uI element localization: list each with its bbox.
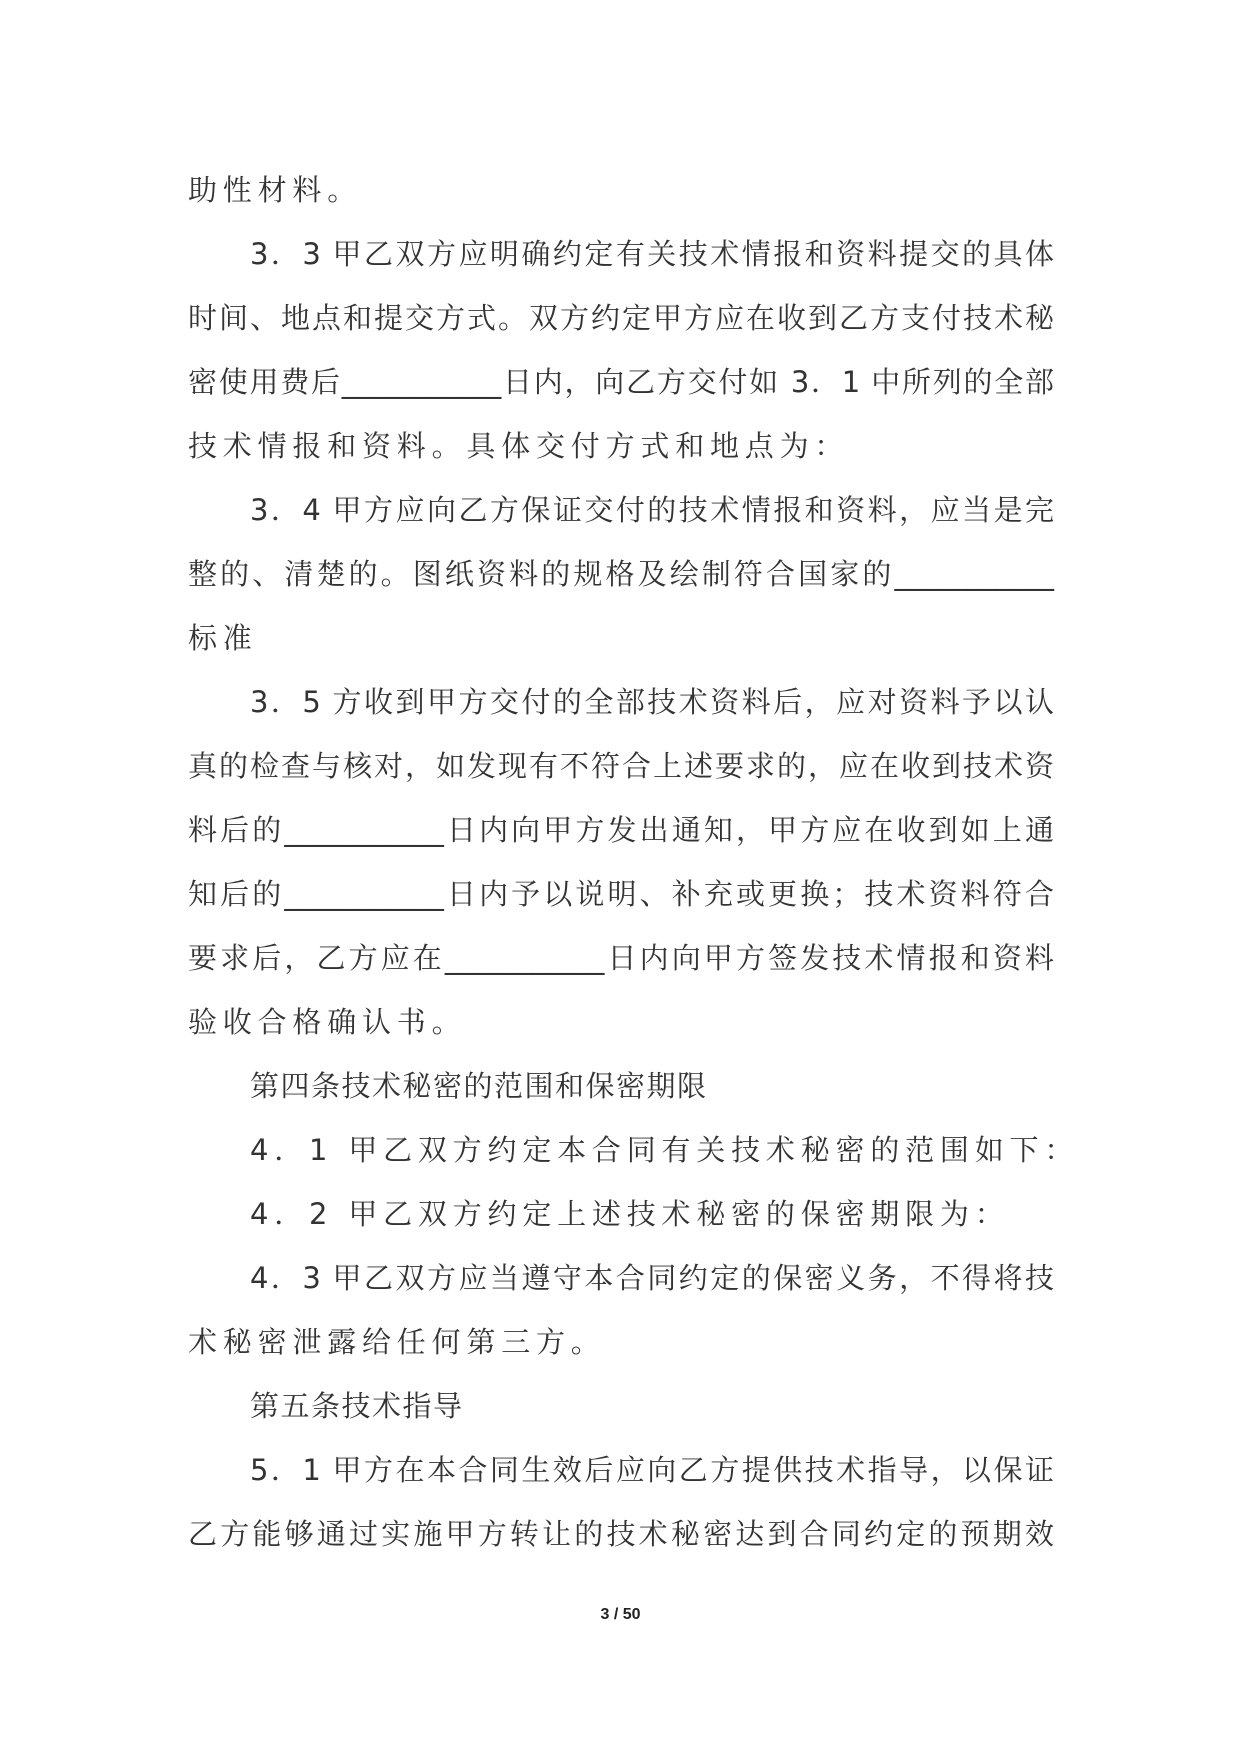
paragraph-line: 乙方能够通过实施甲方转让的技术秘密达到合同约定的预期效: [188, 1517, 1054, 1551]
paragraph-line: 助性材料。: [188, 173, 363, 207]
paragraph-line: 真的检查与核对，如发现有不符合上述要求的，应在收到技术资: [188, 749, 1054, 783]
paragraph-line: 3．4 甲方应向乙方保证交付的技术情报和资料，应当是完: [250, 493, 1054, 527]
paragraph-line: 4．1 甲乙双方约定本合同有关技术秘密的范围如下：: [250, 1133, 1080, 1167]
paragraph-line: 5．1 甲方在本合同生效后应向乙方提供技术指导，以保证: [250, 1453, 1054, 1487]
paragraph-line: 技术情报和资料。具体交付方式和地点为：: [188, 429, 850, 463]
paragraph-line: 4．3 甲乙双方应当遵守本合同约定的保密义务，不得将技: [250, 1261, 1054, 1295]
paragraph-line: 整的、清楚的。图纸资料的规格及绘制符合国家的___________: [188, 557, 1054, 591]
paragraph-line: 密使用费后___________日内，向乙方交付如 3．1 中所列的全部: [188, 365, 1054, 399]
paragraph-line: 术秘密泄露给任何第三方。: [188, 1325, 606, 1359]
paragraph-line: 时间、地点和提交方式。双方约定甲方应在收到乙方支付技术秘: [188, 301, 1054, 335]
paragraph-line: 3．5 方收到甲方交付的全部技术资料后，应对资料予以认: [250, 685, 1054, 719]
section-heading: 第五条技术指导: [250, 1389, 464, 1423]
paragraph-line: 知后的___________日内予以说明、补充或更换；技术资料符合: [188, 877, 1054, 911]
section-heading: 第四条技术秘密的范围和保密期限: [250, 1069, 708, 1103]
paragraph-line: 料后的___________日内向甲方发出通知，甲方应在收到如上通: [188, 813, 1054, 847]
paragraph-line: 要求后，乙方应在___________日内向甲方签发技术情报和资料: [188, 941, 1054, 975]
paragraph-line: 标准: [188, 621, 258, 655]
paragraph-line: 验收合格确认书。: [188, 1005, 467, 1039]
page-number: 3 / 50: [600, 1606, 641, 1623]
contract-body: [188, 158, 1080, 1566]
paragraph-line: 3．3 甲乙双方应明确约定有关技术情报和资料提交的具体: [250, 237, 1054, 271]
paragraph-line: 4．2 甲乙双方约定上述技术秘密的保密期限为：: [250, 1197, 1010, 1231]
